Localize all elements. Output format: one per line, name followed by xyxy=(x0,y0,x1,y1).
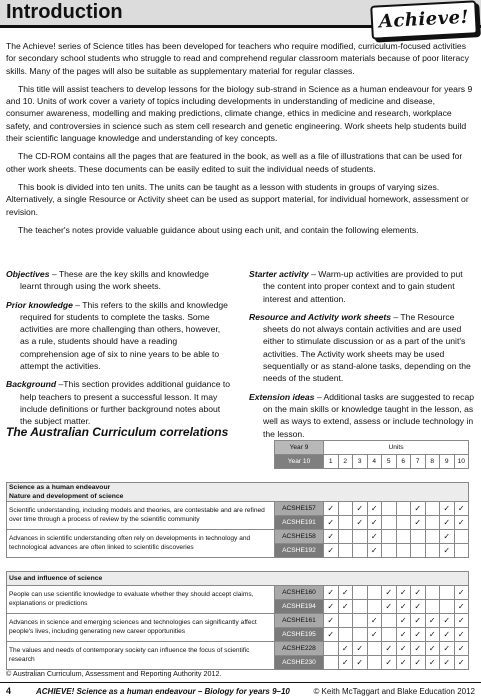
outcome-code: ACSHE157 xyxy=(275,502,324,516)
outcome-description: Advances in scientific understanding often rely on developments in technology and technological advances are often linked to scientific discoveries xyxy=(7,530,275,558)
empty-cell xyxy=(353,544,368,558)
outcome-description: The values and needs of contemporary society can influence the focus of scientific research xyxy=(7,642,275,670)
tick-mark: ✓ xyxy=(440,628,455,642)
empty-cell xyxy=(440,600,455,614)
tick-mark: ✓ xyxy=(411,600,426,614)
tick-mark: ✓ xyxy=(324,516,339,530)
tick-mark: ✓ xyxy=(440,614,455,628)
table-row xyxy=(7,642,469,656)
empty-cell xyxy=(353,600,368,614)
empty-cell xyxy=(425,530,440,544)
unit-number: 3 xyxy=(353,455,368,469)
tick-mark: ✓ xyxy=(396,628,411,642)
tick-mark: ✓ xyxy=(454,502,469,516)
empty-cell xyxy=(411,530,426,544)
units-label: Units xyxy=(324,441,469,455)
book-title: ACHIEVE! Science as a human endeavour – Biology for years 9–10 xyxy=(36,687,290,696)
unit-number: 1 xyxy=(324,455,339,469)
tick-mark: ✓ xyxy=(411,516,426,530)
empty-cell xyxy=(338,530,353,544)
outcome-description: People can use scientific knowledge to evaluate whether they should accept claims, explanations or predictions xyxy=(7,586,275,614)
curriculum-title: The Australian Curriculum correlations xyxy=(6,425,229,439)
elements-right-column xyxy=(249,268,474,446)
outcome-code: ACSHE192 xyxy=(275,544,324,558)
empty-cell xyxy=(396,516,411,530)
outcome-description: Scientific understanding, including models and theories, are contestable and are refined over time through a process of review by the scientific community xyxy=(7,502,275,530)
empty-cell xyxy=(324,656,339,670)
tick-mark: ✓ xyxy=(396,614,411,628)
tick-mark: ✓ xyxy=(367,614,382,628)
tick-mark: ✓ xyxy=(425,656,440,670)
intro-paragraph: This book is divided into ten units. The units can be taught as a lesson with students in groups of varying sizes. Alternatively, a single Resource or Activity sheet can be used as support material, for individual homework, assessment or revision. xyxy=(6,181,469,217)
tick-mark: ✓ xyxy=(324,544,339,558)
tick-mark: ✓ xyxy=(367,530,382,544)
gap-cell xyxy=(7,469,469,483)
tick-mark: ✓ xyxy=(324,586,339,600)
table-row xyxy=(7,502,469,516)
section-gap xyxy=(7,469,469,483)
element-item xyxy=(6,378,231,427)
element-item xyxy=(6,299,231,373)
tick-mark: ✓ xyxy=(425,614,440,628)
table-row xyxy=(7,614,469,628)
header-spacer xyxy=(7,441,275,455)
tick-mark: ✓ xyxy=(454,586,469,600)
empty-cell xyxy=(353,614,368,628)
empty-cell xyxy=(338,628,353,642)
tick-mark: ✓ xyxy=(454,656,469,670)
outcome-code: ACSHE191 xyxy=(275,516,324,530)
elements-left-column xyxy=(6,268,231,434)
unit-number: 2 xyxy=(338,455,353,469)
tick-mark: ✓ xyxy=(367,628,382,642)
gap-cell xyxy=(7,558,469,572)
tick-mark: ✓ xyxy=(382,586,397,600)
empty-cell xyxy=(425,502,440,516)
table-header-row xyxy=(7,455,469,469)
outcome-code: ACSHE230 xyxy=(275,656,324,670)
tick-mark: ✓ xyxy=(353,502,368,516)
tick-mark: ✓ xyxy=(411,614,426,628)
intro-paragraph: The Achieve! series of Science titles has been developed for teachers who require modified, curriculum-focused activities for secondary school students who struggle to read and comprehend regular classroom materials because of poor literacy skills. Many of the pages will also be suitable as supplementary material for regular classes. xyxy=(6,41,469,76)
tick-mark: ✓ xyxy=(382,600,397,614)
tick-mark: ✓ xyxy=(440,502,455,516)
tick-mark: ✓ xyxy=(454,642,469,656)
element-item xyxy=(249,391,474,440)
empty-cell xyxy=(396,544,411,558)
section-subtitle: Nature and development of science xyxy=(9,493,124,500)
intro-paragraph: This title will assist teachers to develop lessons for the biology sub-strand in Science as a human endeavour for years 9 and 10. Units of work cover a variety of topics including developments in understanding of medicine and disease, consumer awareness, modelling and making predictions, climate change, ethics in medicine and research, workplace safety, and controversies in science such as stem cell research and genetic engineering. Work sheets help students build their scientific language knowledge and understanding of key concepts. xyxy=(6,83,473,144)
unit-number: 10 xyxy=(454,455,469,469)
empty-cell xyxy=(396,502,411,516)
outcome-code: ACSHE228 xyxy=(275,642,324,656)
empty-cell xyxy=(367,656,382,670)
tick-mark: ✓ xyxy=(338,586,353,600)
year9-label: Year 9 xyxy=(275,441,324,455)
unit-number: 9 xyxy=(440,455,455,469)
empty-cell xyxy=(353,586,368,600)
element-term: Extension ideas xyxy=(249,391,315,402)
empty-cell xyxy=(454,530,469,544)
tick-mark: ✓ xyxy=(324,530,339,544)
tick-mark: ✓ xyxy=(396,656,411,670)
tick-mark: ✓ xyxy=(396,642,411,656)
tick-mark: ✓ xyxy=(425,642,440,656)
element-text: – This refers to the skills and knowledge required for students to complete the tasks. Some activities are more challenging than others, however, as a rule, students should have a reading comprehension age of six to nine years to be able to attempt the activities. xyxy=(20,299,228,372)
tick-mark: ✓ xyxy=(353,516,368,530)
outcome-code: ACSHE158 xyxy=(275,530,324,544)
tick-mark: ✓ xyxy=(440,656,455,670)
tick-mark: ✓ xyxy=(338,656,353,670)
empty-cell xyxy=(338,544,353,558)
empty-cell xyxy=(338,502,353,516)
element-term: Prior knowledge xyxy=(6,299,73,310)
tick-mark: ✓ xyxy=(353,642,368,656)
table-row xyxy=(7,530,469,544)
element-term: Objectives xyxy=(6,269,50,279)
element-term: Background xyxy=(6,379,57,390)
empty-cell xyxy=(425,544,440,558)
empty-cell xyxy=(324,642,339,656)
intro-paragraph: The CD-ROM contains all the pages that are featured in the book, as well as a file of illustrations that can be used for other work sheets. These documents can be easily edited to suit the individual needs of students. xyxy=(6,151,463,174)
page-footer xyxy=(0,685,481,700)
empty-cell xyxy=(382,614,397,628)
unit-number: 4 xyxy=(367,455,382,469)
empty-cell xyxy=(425,600,440,614)
empty-cell xyxy=(338,614,353,628)
element-text: – These are the key skills and knowledge learnt through using the work sheets. xyxy=(20,269,209,292)
tick-mark: ✓ xyxy=(440,516,455,530)
unit-number: 5 xyxy=(382,455,397,469)
tick-mark: ✓ xyxy=(440,642,455,656)
section-gap xyxy=(7,558,469,572)
empty-cell xyxy=(367,642,382,656)
tick-mark: ✓ xyxy=(411,502,426,516)
page-number: 4 xyxy=(6,686,12,696)
section-title: Use and influence of science xyxy=(9,575,103,582)
empty-cell xyxy=(353,530,368,544)
empty-cell xyxy=(425,586,440,600)
tick-mark: ✓ xyxy=(324,502,339,516)
tick-mark: ✓ xyxy=(454,516,469,530)
section-heading-row xyxy=(7,483,469,502)
intro-text xyxy=(6,40,474,242)
tick-mark: ✓ xyxy=(440,544,455,558)
tick-mark: ✓ xyxy=(324,600,339,614)
empty-cell xyxy=(338,516,353,530)
footer-rule xyxy=(0,682,481,683)
tick-mark: ✓ xyxy=(324,614,339,628)
tick-mark: ✓ xyxy=(411,586,426,600)
empty-cell xyxy=(396,530,411,544)
tick-mark: ✓ xyxy=(425,628,440,642)
tick-mark: ✓ xyxy=(440,530,455,544)
achieve-logo xyxy=(370,0,478,40)
section-heading-row xyxy=(7,572,469,586)
intro-paragraph: The teacher's notes provide valuable guidance about using each unit, and contain the following elements. xyxy=(18,224,419,235)
tick-mark: ✓ xyxy=(324,628,339,642)
element-item xyxy=(249,311,474,385)
element-item xyxy=(249,268,474,305)
tick-mark: ✓ xyxy=(411,642,426,656)
header-spacer xyxy=(7,455,275,469)
year10-label: Year 10 xyxy=(275,455,324,469)
tick-mark: ✓ xyxy=(353,656,368,670)
tick-mark: ✓ xyxy=(338,600,353,614)
logo-text: Achieve! xyxy=(378,6,470,33)
unit-number: 8 xyxy=(425,455,440,469)
empty-cell xyxy=(382,516,397,530)
outcome-code: ACSHE195 xyxy=(275,628,324,642)
empty-cell xyxy=(353,628,368,642)
tick-mark: ✓ xyxy=(454,600,469,614)
outcome-code: ACSHE160 xyxy=(275,586,324,600)
element-text: – Warm-up activities are provided to put the content into proper context and to gain student interest and attention. xyxy=(263,269,463,304)
element-text: – The Resource sheets do not always contain activities and are used either to stimulate discussion or as a part of the unit's activities. The Activity work sheets may be used sequentially or as stand-alone tasks, depending on the needs of the student. xyxy=(263,311,471,384)
unit-number: 7 xyxy=(411,455,426,469)
element-text: –This section provides additional guidance to help teachers to present a successful lesson. It may include definitions or further background notes about the subject matter. xyxy=(20,379,231,427)
outcome-code: ACSHE161 xyxy=(275,614,324,628)
empty-cell xyxy=(382,544,397,558)
unit-number: 6 xyxy=(396,455,411,469)
outcome-code: ACSHE194 xyxy=(275,600,324,614)
page-title: Introduction xyxy=(6,1,123,23)
empty-cell xyxy=(425,516,440,530)
tick-mark: ✓ xyxy=(411,628,426,642)
element-term: Resource and Activity work sheets xyxy=(249,311,392,322)
empty-cell xyxy=(367,586,382,600)
tick-mark: ✓ xyxy=(396,600,411,614)
empty-cell xyxy=(382,530,397,544)
tick-mark: ✓ xyxy=(411,656,426,670)
section-heading xyxy=(7,572,469,586)
curriculum-table xyxy=(6,440,469,670)
empty-cell xyxy=(411,544,426,558)
tick-mark: ✓ xyxy=(367,502,382,516)
element-term: Starter activity xyxy=(249,269,309,279)
tick-mark: ✓ xyxy=(382,656,397,670)
footer-copyright: © Keith McTaggart and Blake Education 2012 xyxy=(313,687,475,696)
tick-mark: ✓ xyxy=(367,516,382,530)
outcome-description: Advances in science and emerging sciences and technologies can significantly affect people's lives, including generating new career opportunities xyxy=(7,614,275,642)
section-title: Science as a human endeavour xyxy=(9,484,111,491)
tick-mark: ✓ xyxy=(454,628,469,642)
tick-mark: ✓ xyxy=(367,544,382,558)
empty-cell xyxy=(440,586,455,600)
table-row xyxy=(7,586,469,600)
empty-cell xyxy=(382,502,397,516)
empty-cell xyxy=(382,628,397,642)
tick-mark: ✓ xyxy=(396,586,411,600)
element-text: – Additional tasks are suggested to recap on the main skills or knowledge taught in the lesson, as well as ways to extend, assess or include technology in the lesson. xyxy=(263,391,475,439)
tick-mark: ✓ xyxy=(338,642,353,656)
table-header-row xyxy=(7,441,469,455)
copyright-note: © Australian Curriculum, Assessment and Reporting Authority 2012. xyxy=(6,669,222,678)
tick-mark: ✓ xyxy=(454,614,469,628)
tick-mark: ✓ xyxy=(382,642,397,656)
empty-cell xyxy=(367,600,382,614)
element-item xyxy=(6,268,231,293)
empty-cell xyxy=(454,544,469,558)
section-heading xyxy=(7,483,469,502)
